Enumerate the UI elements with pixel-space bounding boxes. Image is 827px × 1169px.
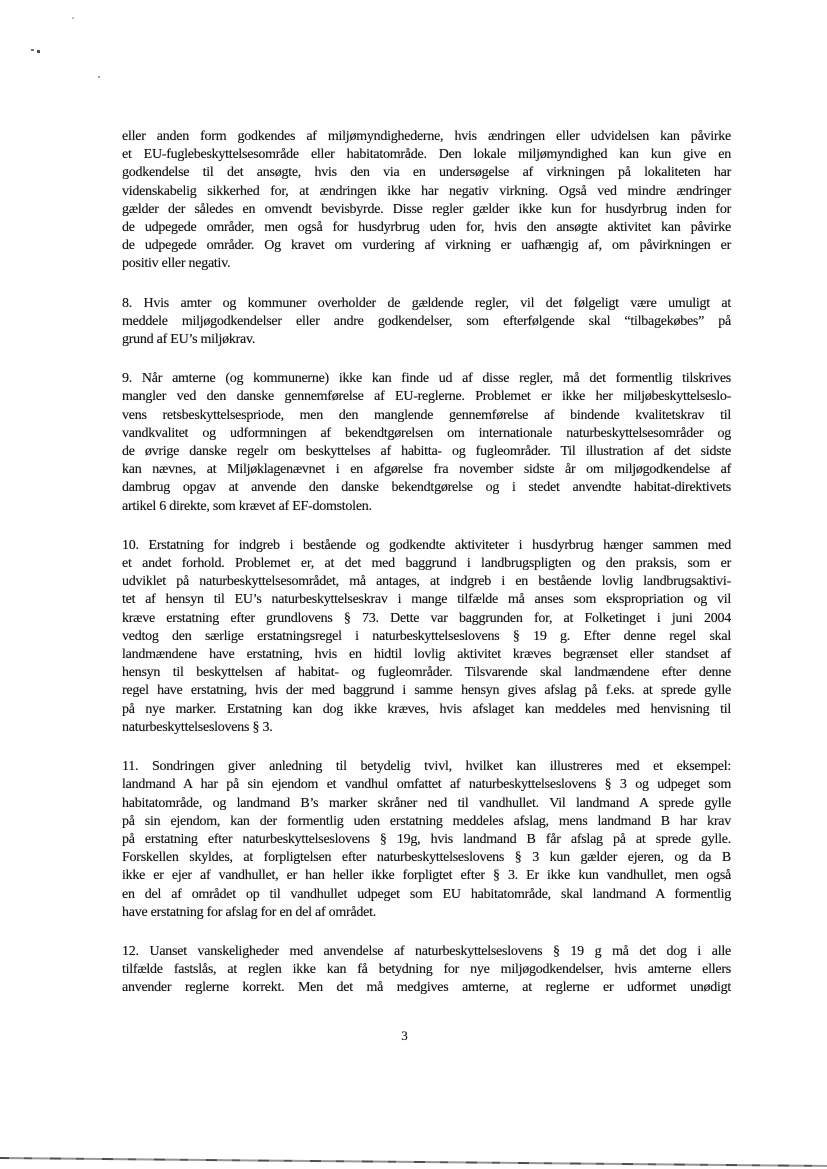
text-line: tilfælde fastslås, at reglen ikke kan få betydning for nye miljøgodkendelser, hvis amterne ellers (122, 962, 731, 978)
text-line: et andet forhold. Problemet er, at det med baggrund i landbrugspligten og den praksis, som er (122, 556, 731, 572)
text-line: vens retsbeskyttelsespriode, men den manglende gennemførelse af bindende kvalitetskrav til (122, 407, 731, 423)
scan-speck (72, 17, 74, 19)
text-line: grund af EU’s miljøkrav. (122, 332, 256, 348)
scan-speck (31, 49, 34, 51)
text-line: kan nævnes, at Miljøklagenævnet i en afgørelse fra november sidste år om miljøgodkendelse af (122, 462, 731, 478)
page-number: 3 (401, 1028, 408, 1043)
text-line: 8. Hvis amter og kommuner overholder de gældende regler, vil det følgeligt være umuligt at (122, 295, 731, 311)
text-line: have erstatning for afslag for en del af området. (122, 904, 377, 920)
text-line: de øvrige danske regelr om beskyttelses af habitta- og fugleområder. Til illustration af det sidste (122, 444, 731, 460)
text-line: tet af hensyn til EU’s naturbeskyttelseskrav i mange tilfælde må anses som ekspropriation og vil (122, 592, 731, 608)
text-line: meddele miljøgodkendelser eller andre godkendelser, som efterfølgende skal “tilbagekøbes” på (122, 313, 731, 329)
text-line: 9. Når amterne (og kommunerne) ikke kan finde ud af disse regler, må det formentlig tilskrives (122, 371, 731, 387)
text-line: 11. Sondringen giver anledning til betydelig tvivl, hvilket kan illustreres med et eksempel: (122, 759, 731, 775)
text-line: på erstatning efter naturbeskyttelseslovens § 19g, hvis landmand B får afslag på at sprede gylle. (122, 831, 731, 847)
para-9 (122, 370, 731, 516)
para-11 (122, 758, 731, 922)
para-12 (122, 943, 731, 998)
para-8 (122, 295, 731, 350)
text-line: dambrug opgav at anvende den danske bekendtgørelse og i stedet anvendte habitat-direktivets (122, 480, 731, 496)
text-line: eller anden form godkendes af miljømyndighederne, hvis ændringen eller udvidelsen kan påvirke (122, 129, 731, 144)
text-line: de udpegede områder, men også for husdyrbrug uden for, hvis den ansøgte aktivitet kan påvirke (122, 220, 731, 236)
text-line: de udpegede områder. Og kravet om vurdering af virkning er uafhængig af, om påvirkningen er (122, 238, 731, 254)
text-line: artikel 6 direkte, som krævet af EF-domstolen. (122, 498, 372, 514)
text-line: regel have erstatning, hvis der med baggrund i samme hensyn gives afslag på f.eks. at sprede gylle (122, 683, 731, 699)
text-line: kræve erstatning efter grundlovens § 73. Dette var baggrunden for, at Folketinget i juni 2004 (122, 610, 731, 626)
scan-speck (98, 76, 100, 78)
text-line: anvender reglerne korrekt. Men det må medgives amterne, at reglerne er udformet unødigt (122, 980, 731, 996)
scan-speck (37, 50, 40, 53)
text-line: positiv eller negativ. (122, 256, 231, 272)
text-line: godkendelse til det ansøgte, hvis den via en undersøgelse af virkningen på lokaliteten har (122, 165, 731, 181)
text-line: mangler ved den danske gennemførelse af EU-reglerne. Problemet er ikke her miljøbeskyttelseslo- (122, 389, 731, 405)
text-line: landmand A har på sin ejendom et vandhul omfattet af naturbeskyttelseslovens § 3 og udpeget som (122, 777, 731, 793)
text-line: 10. Erstatning for indgreb i bestående og godkendte aktiviteter i husdyrbrug hænger sammen med (122, 537, 731, 553)
text-line: udviklet på naturbeskyttelsesområdet, må antages, at indgreb i en bestående lovlig landbrugsaktivi- (122, 574, 731, 590)
text-line: på nye marker. Erstatning kan dog ikke kræves, hvis afslaget kan meddeles med henvisning til (122, 701, 731, 717)
text-line: gælder der således en omvendt bevisbyrde. Disse regler gælder ikke kun for husdyrbrug inden for (122, 201, 731, 217)
text-line: habitatområde, og landmand B’s marker skråner ned til vandhullet. Vil landmand A sprede gylle (122, 795, 731, 811)
text-line: på sin ejendom, kan der formentlig uden erstatning meddeles afslag, mens landmand B har krav (122, 813, 731, 829)
text-line: Forskellen skyldes, at forpligtelsen efter naturbeskyttelseslovens § 3 kun gælder ejeren, og da B (122, 850, 731, 866)
scan-edge-line (0, 1157, 827, 1167)
text-line: videnskabelig sikkerhed for, at ændringen ikke har negativ virkning. Også ved mindre ændringer (122, 183, 731, 199)
text-line: en del af området op til vandhullet udpeget som EU habitatområde, skal landmand A formentlig (122, 886, 731, 902)
text-block (122, 128, 731, 1019)
text-line: ikke er ejer af vandhullet, er han heller ikke forpligtet efter § 3. Er ikke kun vandhullet, men også (122, 868, 731, 884)
text-line: naturbeskyttelseslovens § 3. (122, 719, 273, 735)
text-line: landmændene have erstatning, hvis en hidtil lovlig aktivitet kræves begrænset eller standset af (122, 647, 731, 663)
text-line: vandkvalitet og udformningen af bekendtgørelsen om internationale naturbeskyttelsesområder og (122, 425, 731, 441)
text-line: vedtog den særlige erstatningsregel i naturbeskyttelseslovens § 19 g. Efter denne regel skal (122, 628, 731, 644)
text-line: hensyn til beskyttelsen af habitat- og fugleområder. Tilsvarende skal landmændene efter denne (122, 665, 731, 681)
text-line: et EU-fuglebeskyttelsesområde eller habitatområde. Den lokale miljømyndighed kan kun give en (122, 147, 731, 163)
para-continuation (122, 128, 731, 274)
text-line: 12. Uanset vanskeligheder med anvendelse af naturbeskyttelseslovens § 19 g må det dog i alle (122, 943, 731, 959)
para-10 (122, 537, 731, 737)
